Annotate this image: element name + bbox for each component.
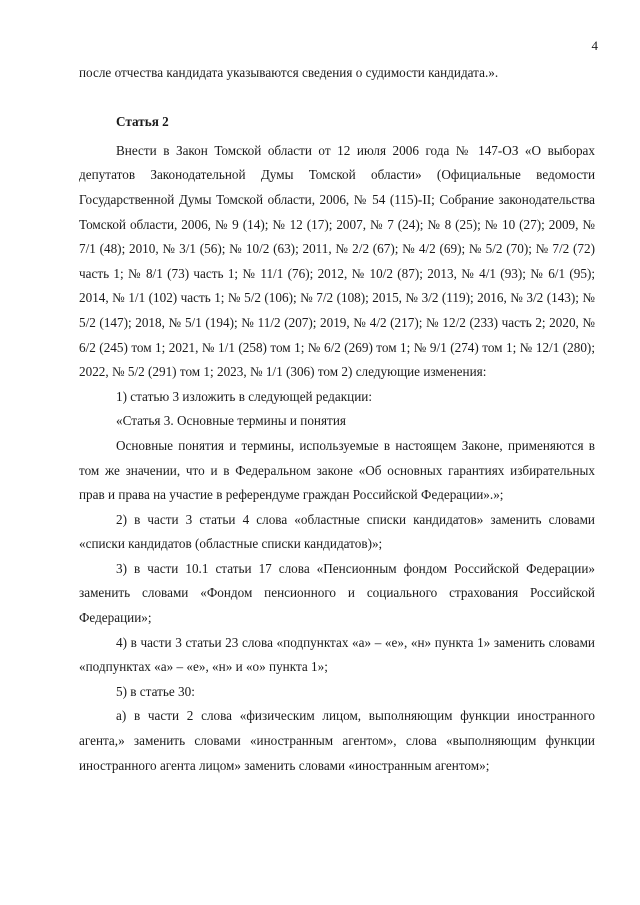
paragraph-article-3-title: «Статья 3. Основные термины и понятия <box>116 413 346 429</box>
document-body <box>79 61 595 778</box>
paragraph-continuation: после отчества кандидата указываются сведения о судимости кандидата.». <box>79 65 499 80</box>
paragraph-item-5a: а) в части 2 слова «физическим лицом, выполняющим функции иностранного агента,» заменить словами «иностранным агентом», слова «выполняющим функции иностранного агента лицом» заменить словами «иностранным агентом»; <box>79 708 595 773</box>
page-number: 4 <box>591 38 598 53</box>
paragraph-item-4: 4) в части 3 статьи 23 слова «подпунктах «а» – «е», «н» пункта 1» заменить словами «подпунктах «а» – «е», «н» и «о» пункта 1»; <box>79 634 595 675</box>
article-heading: Статья 2 <box>116 114 169 130</box>
paragraph-item-3: 3) в части 10.1 статьи 17 слова «Пенсионным фондом Российской Федерации» заменить словами «Фондом пенсионного и социального страхования Российской Федерации»; <box>79 560 595 626</box>
paragraph-amendment-intro: Внести в Закон Томской области от 12 июля 2006 года № 147-ОЗ «О выборах депутатов Законодательной Думы Томской области» (Официальные ведомости Государственной Думы Томской области, 2006, № 54 (115)-II; Собрание законодательства Томской области, 2006, № 9 (14); № 12 (17); 2007, № 7 (24); № 8 (25); № 10 (27); 2009, № 7/1 (48); 2010, № 3/1 (56); № 10/2 (63); 2011, № 2/2 (67); № 4/2 (69); № 5/2 (70); № 7/2 (72) часть 1; № 8/1 (73) часть 1; № 11/1 (76); 2012, № 10/2 (87); 2013, № 4/1 (93); № 6/1 (95); 2014, № 1/1 (102) часть 1; № 5/2 (106); № 7/2 (108); 2015, № 3/2 (119); 2016, № 3/2 (143); № 5/2 (147); 2018, № 5/1 (194); № 11/2 (207); 2019, № 4/2 (217); № 12/2 (233) часть 2; 2020, № 6/2 (245) том 1; 2021, № 1/1 (258) том 1; № 6/2 (269) том 1; № 9/1 (274) том 1; № 12/1 (280); 2022, № 5/2 (291) том 1; 2023, № 1/1 (306) том 2) следующие изменения: <box>79 142 595 380</box>
paragraph-article-3-text: Основные понятия и термины, используемые в настоящем Законе, применяются в том же значении, что и в Федеральном законе «Об основных гарантиях избирательных прав и права на участие в референдуме граждан Российской Федерации».»; <box>79 437 595 503</box>
paragraph-item-1: 1) статью 3 изложить в следующей редакции: <box>116 388 372 404</box>
paragraph-item-5: 5) в статье 30: <box>116 683 195 699</box>
paragraph-item-2: 2) в части 3 статьи 4 слова «областные списки кандидатов» заменить словами «списки кандидатов (областные списки кандидатов)»; <box>79 511 595 552</box>
